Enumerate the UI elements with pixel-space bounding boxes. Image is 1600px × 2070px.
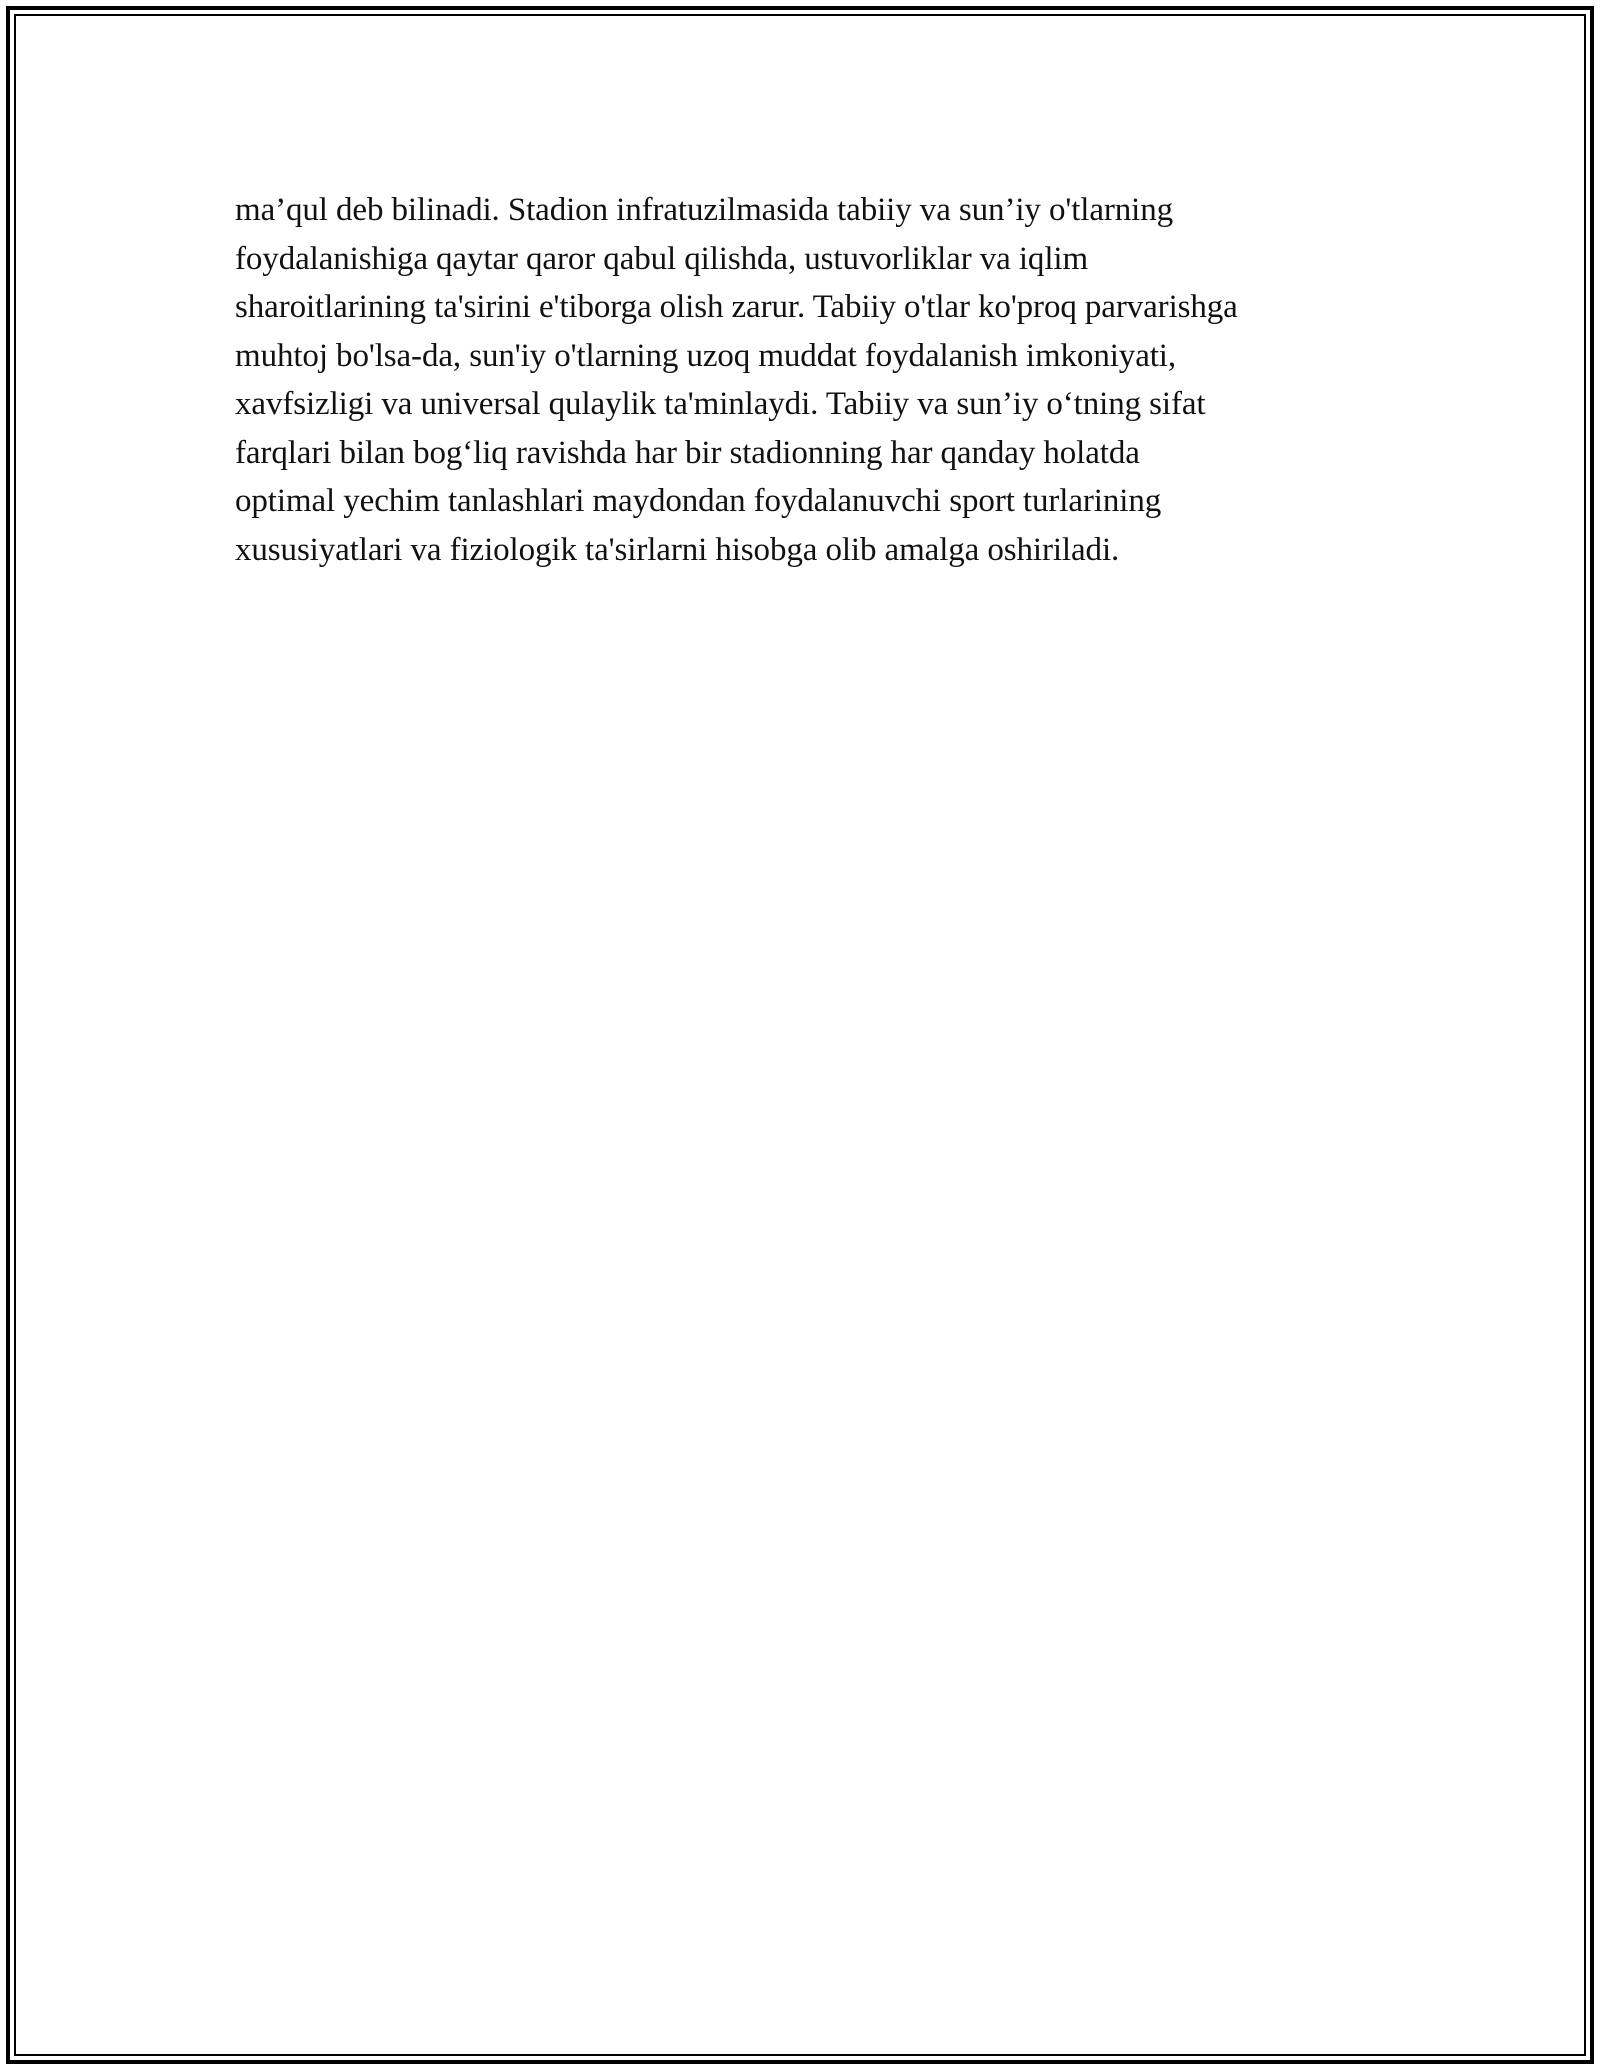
paragraph-line: muhtoj bo'lsa-da, sun'iy o'tlarning uzoq muddat foydalanish imkoniyati, [235, 337, 1177, 374]
paragraph-line: ma’qul deb bilinadi. Stadion infratuzilmasida tabiiy va sun’iy o'tlarning [235, 192, 1174, 228]
paragraph-line: xavfsizligi va universal qulaylik ta'minlaydi. Tabiiy va sun’iy o‘tning sifat [235, 386, 1206, 422]
paragraph-line: sharoitlarining ta'sirini e'tiborga olish zarur. Tabiiy o'tlar ko'proq parvarishga [235, 289, 1238, 325]
paragraph-line: foydalanishiga qaytar qaror qabul qilishda, ustuvorliklar va iqlim [235, 240, 1089, 277]
paragraph-line: xususiyatlari va fiziologik ta'sirlarni hisobga olib amalga oshiriladi. [235, 531, 1120, 568]
paragraph-line: farqlari bilan bog‘liq ravishda har bir stadionning har qanday holatda [235, 434, 1140, 471]
body-paragraph [235, 186, 1395, 574]
paragraph-line: optimal yechim tanlashlari maydondan foydalanuvchi sport turlarining [235, 483, 1162, 519]
